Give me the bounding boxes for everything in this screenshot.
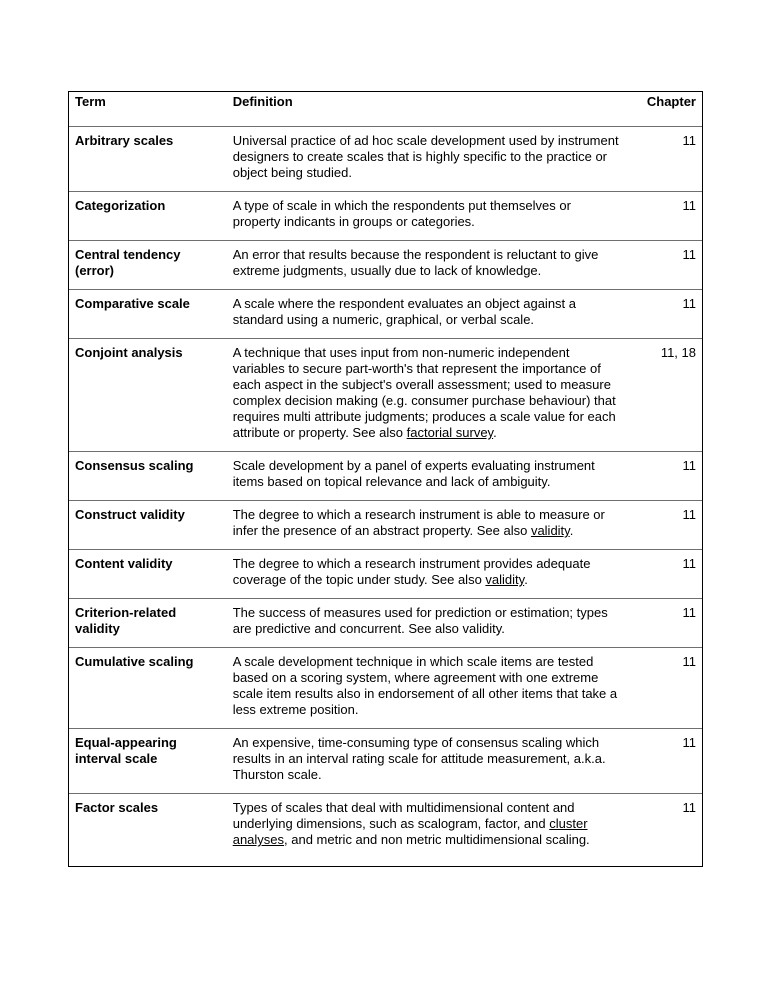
definition-text: A technique that uses input from non-numeric independent variables to secure part-worth's that represent the importance of each aspect in the subject's overall assessment; used to measure complex decision making (e.g. consumer purchase behaviour) that requires multi attribute judgments; produces a scale value for each attribute or property. See also [232,345,616,440]
glossary-table [68,91,703,867]
header-definition: Definition [227,92,626,127]
term-cell: Construct validity [69,501,227,550]
definition-cell: The success of measures used for prediction or estimation; types are predictive and concurrent. See also validity. [227,599,626,648]
definition-text-end: . [569,523,574,538]
table-row [69,501,703,550]
header-chapter: Chapter [626,92,703,127]
definition-cell [227,794,626,867]
definition-cell [227,550,626,599]
chapter-cell: 11 [626,501,703,550]
term-cell: Factor scales [69,794,227,867]
cross-reference-link[interactable]: validity [530,523,570,538]
chapter-cell: 11 [626,241,703,290]
definition-cell: A scale development technique in which scale items are tested based on a scoring system, where agreement with one extreme scale item results also in endorsement of all other items that take a less extreme position. [227,648,626,729]
table-row [69,550,703,599]
chapter-cell: 11 [626,452,703,501]
table-row [69,452,703,501]
table-row [69,339,703,452]
table-row [69,290,703,339]
definition-cell: An expensive, time-consuming type of consensus scaling which results in an interval rating scale for attitude measurement, a.k.a. Thurston scale. [227,729,626,794]
term-cell: Consensus scaling [69,452,227,501]
table-row [69,794,703,867]
chapter-cell: 11 [626,127,703,192]
term-cell: Arbitrary scales [69,127,227,192]
definition-text: The degree to which a research instrument provides adequate coverage of the topic under study. See also [232,556,591,587]
definition-text-end: . [493,425,497,440]
definition-cell: Universal practice of ad hoc scale development used by instrument designers to create scales that is highly specific to the practice or object being studied. [227,127,626,192]
definition-cell [227,339,626,452]
chapter-cell: 11 [626,550,703,599]
term-cell: Categorization [69,192,227,241]
definition-cell: A scale where the respondent evaluates an object against a standard using a numeric, graphical, or verbal scale. [227,290,626,339]
term-cell: Conjoint analysis [69,339,227,452]
term-cell: Criterion-related validity [69,599,227,648]
table-row [69,127,703,192]
definition-text-end: . [524,572,528,587]
chapter-cell: 11 [626,192,703,241]
chapter-cell: 11 [626,648,703,729]
table-row [69,648,703,729]
chapter-cell: 11 [626,729,703,794]
header-term: Term [69,92,227,127]
definition-text-end: , and metric and non metric multidimensional scaling. [284,832,590,847]
table-row [69,241,703,290]
term-cell: Central tendency (error) [69,241,227,290]
definition-cell: A type of scale in which the respondents put themselves or property indicants in groups or categories. [227,192,626,241]
table-row [69,729,703,794]
definition-cell: An error that results because the respondent is reluctant to give extreme judgments, usually due to lack of knowledge. [227,241,626,290]
table-row [69,599,703,648]
cross-reference-link[interactable]: cluster analyses [232,816,588,847]
term-cell: Content validity [69,550,227,599]
chapter-cell: 11 [626,794,703,867]
cross-reference-link[interactable]: validity [485,572,525,587]
term-cell: Equal-appearing interval scale [69,729,227,794]
term-cell: Cumulative scaling [69,648,227,729]
cross-reference-link[interactable]: factorial survey [406,425,494,440]
definition-cell [227,501,626,550]
definition-cell: Scale development by a panel of experts evaluating instrument items based on topical relevance and lack of ambiguity. [227,452,626,501]
chapter-cell: 11 [626,290,703,339]
definition-text: Types of scales that deal with multidimensional content and underlying dimensions, such as scalogram, factor, and [232,800,575,831]
table-row [69,192,703,241]
definition-text: The degree to which a research instrument is able to measure or infer the presence of an abstract property. See also [232,507,605,538]
chapter-cell: 11 [626,599,703,648]
table-header-row [69,92,703,127]
term-cell: Comparative scale [69,290,227,339]
chapter-cell: 11, 18 [626,339,703,452]
